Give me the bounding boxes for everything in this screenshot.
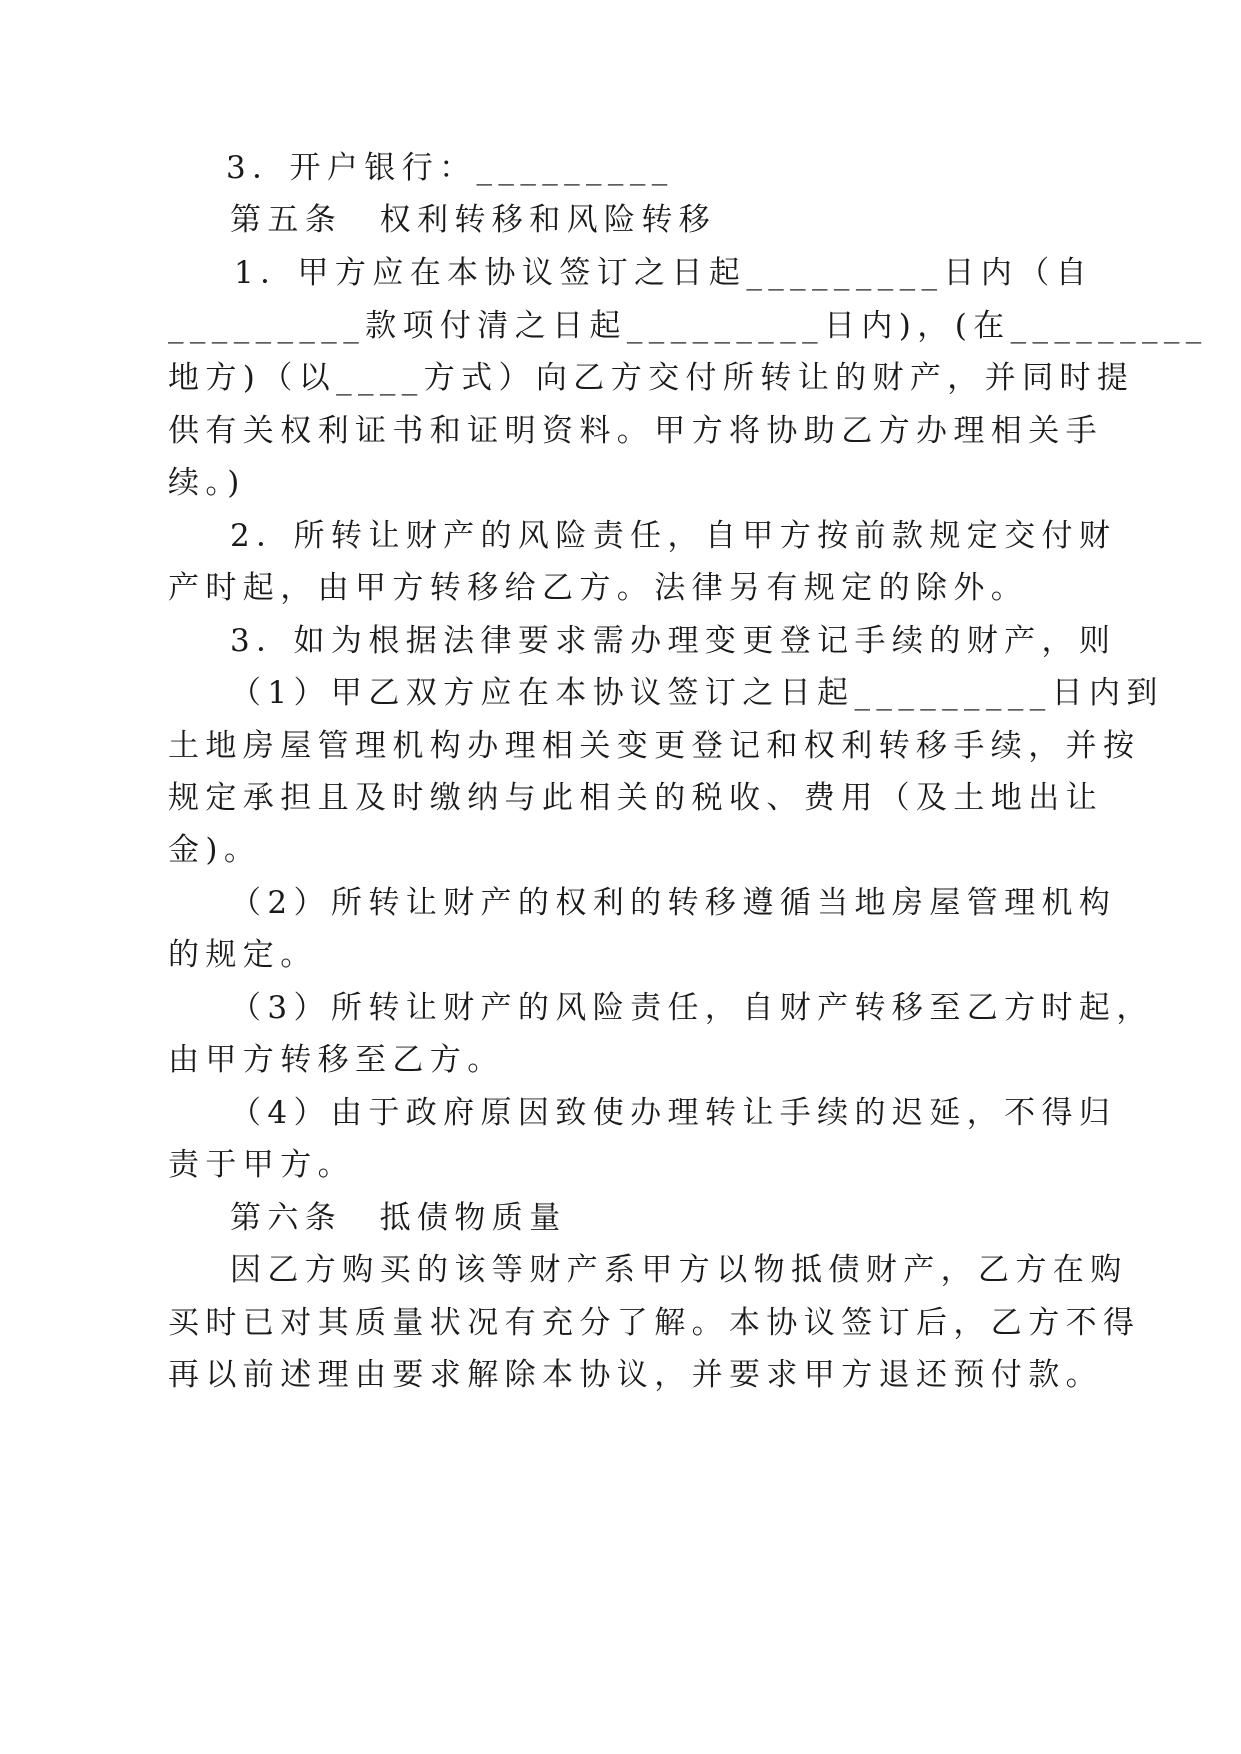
paragraph-line: 因乙方购买的该等财产系甲方以物抵债财产，乙方在购 [230, 1252, 1128, 1288]
paragraph-line: 金)。 [168, 832, 262, 868]
paragraph-line: 产时起，由甲方转移给乙方。法律另有规定的除外。 [168, 570, 1029, 606]
paragraph-line: 地方)（以____方式）向乙方交付所转让的财产，并同时提 [168, 360, 1135, 396]
paragraph-line: 由甲方转移至乙方。 [168, 1042, 505, 1078]
paragraph-line: 1．甲方应在本协议签订之日起_________日内（自 [234, 255, 1094, 291]
text-line-bank: 3．开户银行：_________ [226, 150, 674, 186]
paragraph-line: 的规定。 [168, 937, 318, 973]
article-5-heading: 第五条 权利转移和风险转移 [230, 202, 717, 238]
paragraph-line: 土地房屋管理机构办理相关变更登记和权利转移手续，并按 [168, 728, 1141, 764]
paragraph-line: 规定承担且及时缴纳与此相关的税收、费用（及土地出让 [168, 780, 1103, 816]
paragraph-line: 供有关权利证书和证明资料。甲方将协助乙方办理相关手 [168, 413, 1103, 449]
paragraph-line: 买时已对其质量状况有充分了解。本协议签订后，乙方不得 [168, 1305, 1141, 1341]
paragraph-line: _________款项付清之日起_________日内)，(在_________ [168, 308, 1208, 344]
paragraph-line: 2．所转让财产的风险责任，自甲方按前款规定交付财 [230, 518, 1117, 554]
paragraph-line: 3．如为根据法律要求需办理变更登记手续的财产，则 [230, 623, 1117, 659]
paragraph-line: 续。) [168, 465, 246, 501]
paragraph-line: （1）甲乙双方应在本协议签订之日起_________日内到 [230, 675, 1164, 711]
paragraph-line: 再以前述理由要求解除本协议，并要求甲方退还预付款。 [168, 1357, 1103, 1393]
paragraph-line: （2）所转让财产的权利的转移遵循当地房屋管理机构 [230, 885, 1117, 921]
article-6-heading: 第六条 抵债物质量 [230, 1200, 567, 1236]
paragraph-line: 责于甲方。 [168, 1147, 355, 1183]
paragraph-line: （4）由于政府原因致使办理转让手续的迟延，不得归 [230, 1095, 1117, 1131]
paragraph-line: （3）所转让财产的风险责任，自财产转移至乙方时起， [230, 990, 1154, 1026]
